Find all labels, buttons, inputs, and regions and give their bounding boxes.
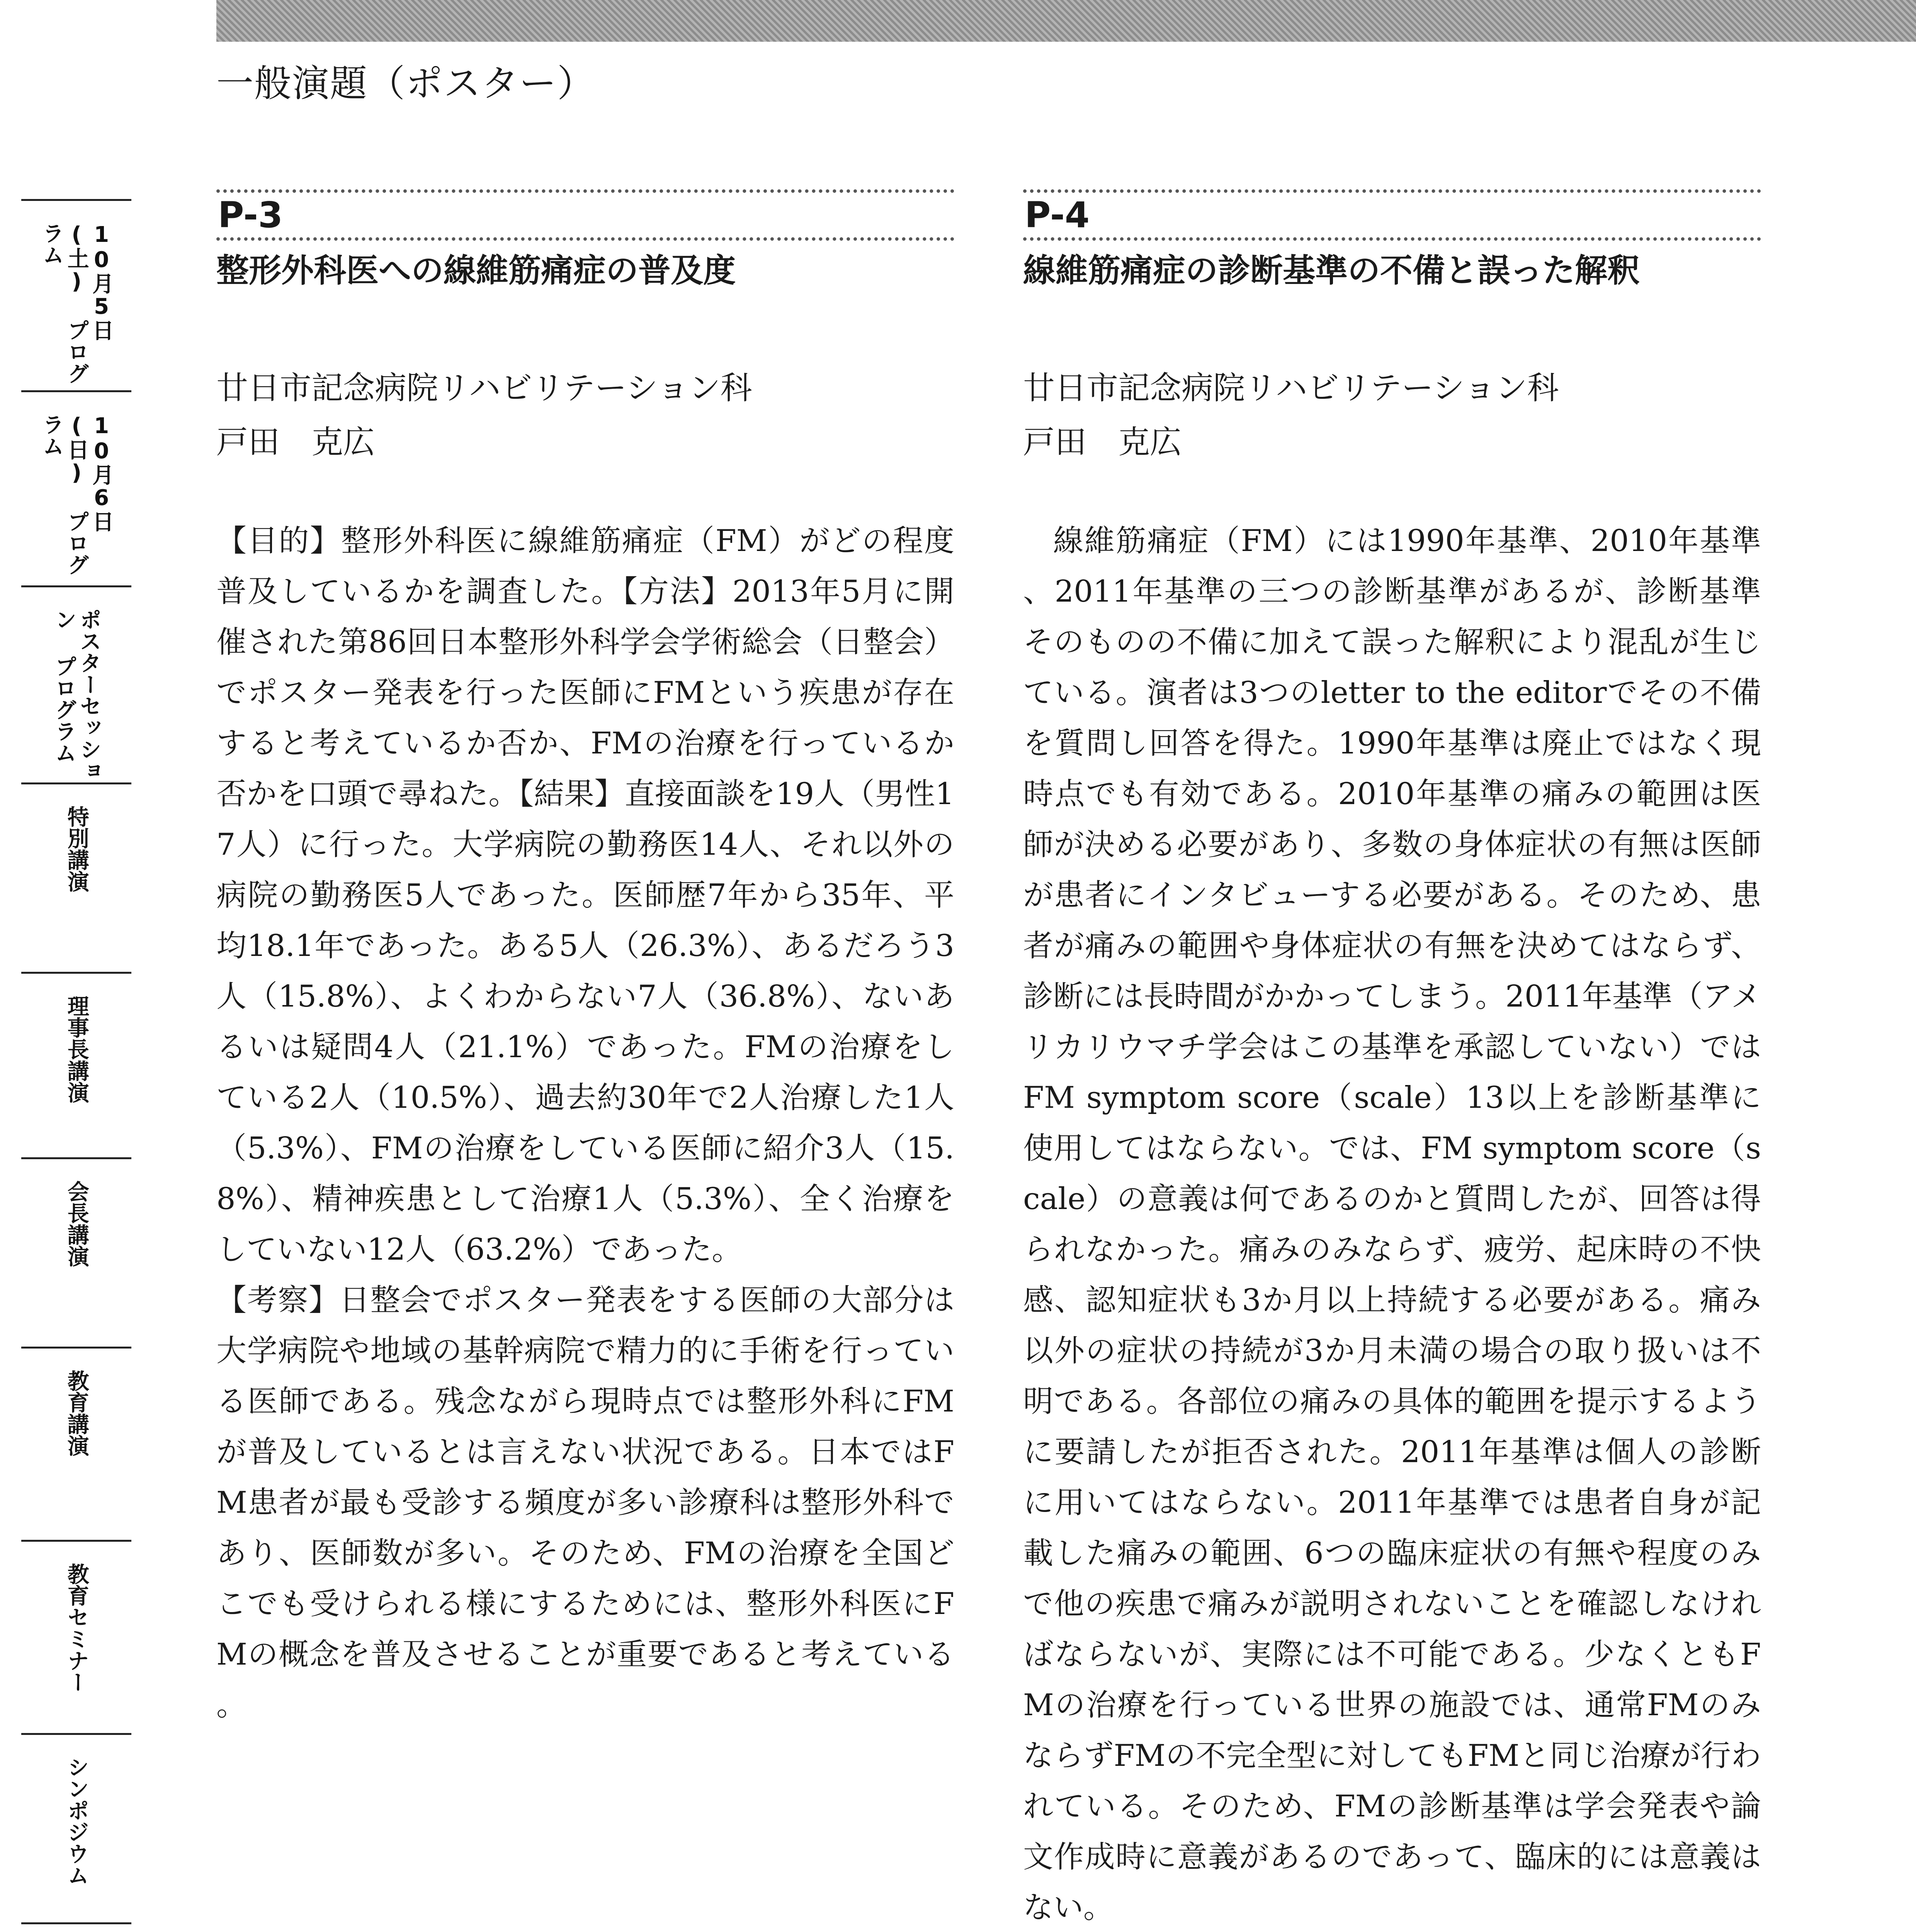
sidebar-item-special-program[interactable]	[21, 1922, 131, 1932]
affiliation: 廿日市記念病院リハビリテーション科	[216, 370, 752, 406]
sidebar-item-label: 10月6日(日) プログラム	[39, 413, 114, 575]
header-band	[216, 0, 1916, 42]
sidebar-item-oct5-program[interactable]	[21, 199, 131, 390]
abstract-p4	[1023, 189, 1761, 1932]
sidebar-item-poster-program[interactable]	[21, 585, 131, 782]
abstract-number: P-4	[1025, 194, 1090, 236]
abstract-paragraph: 線維筋痛症（FM）には1990年基準、2010年基準、2011年基準の三つの診断基準があるが、診断基準そのものの不備に加えて誤った解釈により混乱が生じている。演者は3つのletter to the editorでその不備を質問し回答を得た。1990年基準は廃止ではなく現時点でも有効である。2010年基準の痛みの範囲は医師が決める必要があり、多数の身体症状の有無は医師が患者にインタビューする必要がある。そのため、患者が痛みの範囲や身体症状の有無を決めてはならず、診断には長時間がかかってしまう。2011年基準（アメリカリウマチ学会はこの基準を承認していない）ではFM symptom score（scale）13以上を診断基準に使用してはならない。では、FM symptom score（scale）の意義は何であるのかと質問したが、回答は得られなかった。痛みのみならず、疲労、起床時の不快感、認知症状も3か月以上持続する必要がある。痛み以外の症状の持続が3か月未満の場合の取り扱いは不明である。各部位の痛みの具体的範囲を提示するように要請したが拒否された。2011年基準は個人の診断に用いてはならない。2011年基準では患者自身が記載した痛みの範囲、6つの臨床症状の有無や程度のみで他の疾患で痛みが説明されないことを確認しなければならないが、実際には不可能である。少なくともFMの治療を行っている世界の施設では、通常FMのみならずFMの不完全型に対してもFMと同じ治療が行われている。そのため、FMの診断基準は学会発表や論文作成時に意義があるのであって、臨床的には意義はない。	[1023, 524, 1761, 1925]
sidebar-item-symposium[interactable]	[21, 1733, 131, 1922]
sidebar-item-label: ポスターセッション プログラム	[51, 609, 102, 782]
sidebar-item-label: 教育講演	[64, 1370, 89, 1456]
dotted-rule	[1023, 237, 1761, 241]
sidebar-item-label: シンポジウム	[64, 1756, 89, 1886]
sidebar-item-label: 10月5日(土) プログラム	[39, 222, 114, 384]
abstract-body	[1023, 516, 1761, 1932]
author: 戸田 克広	[1023, 424, 1182, 461]
sidebar-item-label: 理事長講演	[64, 995, 89, 1103]
sidebar-item-educational-lecture[interactable]	[21, 1347, 131, 1540]
abstract-body	[216, 516, 954, 1731]
sidebar-item-president-lecture[interactable]	[21, 1157, 131, 1347]
abstract-title: 整形外科医への線維筋痛症の普及度	[216, 252, 736, 289]
author: 戸田 克広	[216, 424, 375, 461]
sidebar-index	[21, 199, 131, 1932]
affiliation: 廿日市記念病院リハビリテーション科	[1023, 370, 1559, 406]
abstract-number: P-3	[218, 194, 283, 236]
abstract-paragraph: 【目的】整形外科医に線維筋痛症（FM）がどの程度普及しているかを調査した。【方法】2013年5月に開催された第86回日本整形外科学会学術総会（日整会）でポスター発表を行った医師にFMという疾患が存在すると考えているか否か、FMの治療を行っているか否かを口頭で尋ねた。【結果】直接面談を19人（男性17人）に行った。大学病院の勤務医14人、それ以外の病院の勤務医5人であった。医師歴7年から35年、平均18.1年であった。ある5人（26.3%）、あるだろう3人（15.8%）、よくわからない7人（36.8%）、ないあるいは疑問4人（21.1%）であった。FMの治療をしている2人（10.5%）、過去約30年で2人治療した1人（5.3%）、FMの治療をしている医師に紹介3人（15.8%）、精神疾患として治療1人（5.3%）、全く治療をしていない12人（63.2%）であった。	[216, 524, 954, 1267]
dotted-rule	[216, 189, 954, 193]
dotted-rule	[1023, 189, 1761, 193]
abstract-p3	[216, 189, 954, 1731]
sidebar-item-oct6-program[interactable]	[21, 390, 131, 585]
sidebar-item-educational-seminar[interactable]	[21, 1540, 131, 1733]
section-label: 一般演題（ポスター）	[216, 62, 595, 105]
sidebar-item-chairman-lecture[interactable]	[21, 972, 131, 1157]
sidebar-item-label: 会長講演	[64, 1180, 89, 1267]
sidebar-item-label: 特別講演	[64, 806, 89, 892]
abstract-paragraph: 【考察】日整会でポスター発表をする医師の大部分は大学病院や地域の基幹病院で精力的に手術を行っている医師である。残念ながら現時点では整形外科にFMが普及しているとは言えない状況である。日本ではFM患者が最も受診する頻度が多い診療科は整形外科であり、医師数が多い。そのため、FMの治療を全国どこでも受けられる様にするためには、整形外科医にFMの概念を普及させることが重要であると考えている。	[216, 1283, 954, 1723]
sidebar-item-label: 教育セミナー	[64, 1563, 89, 1693]
sidebar-item-special-lecture[interactable]	[21, 782, 131, 972]
abstract-title: 線維筋痛症の診断基準の不備と誤った解釈	[1023, 252, 1640, 289]
dotted-rule	[216, 237, 954, 241]
